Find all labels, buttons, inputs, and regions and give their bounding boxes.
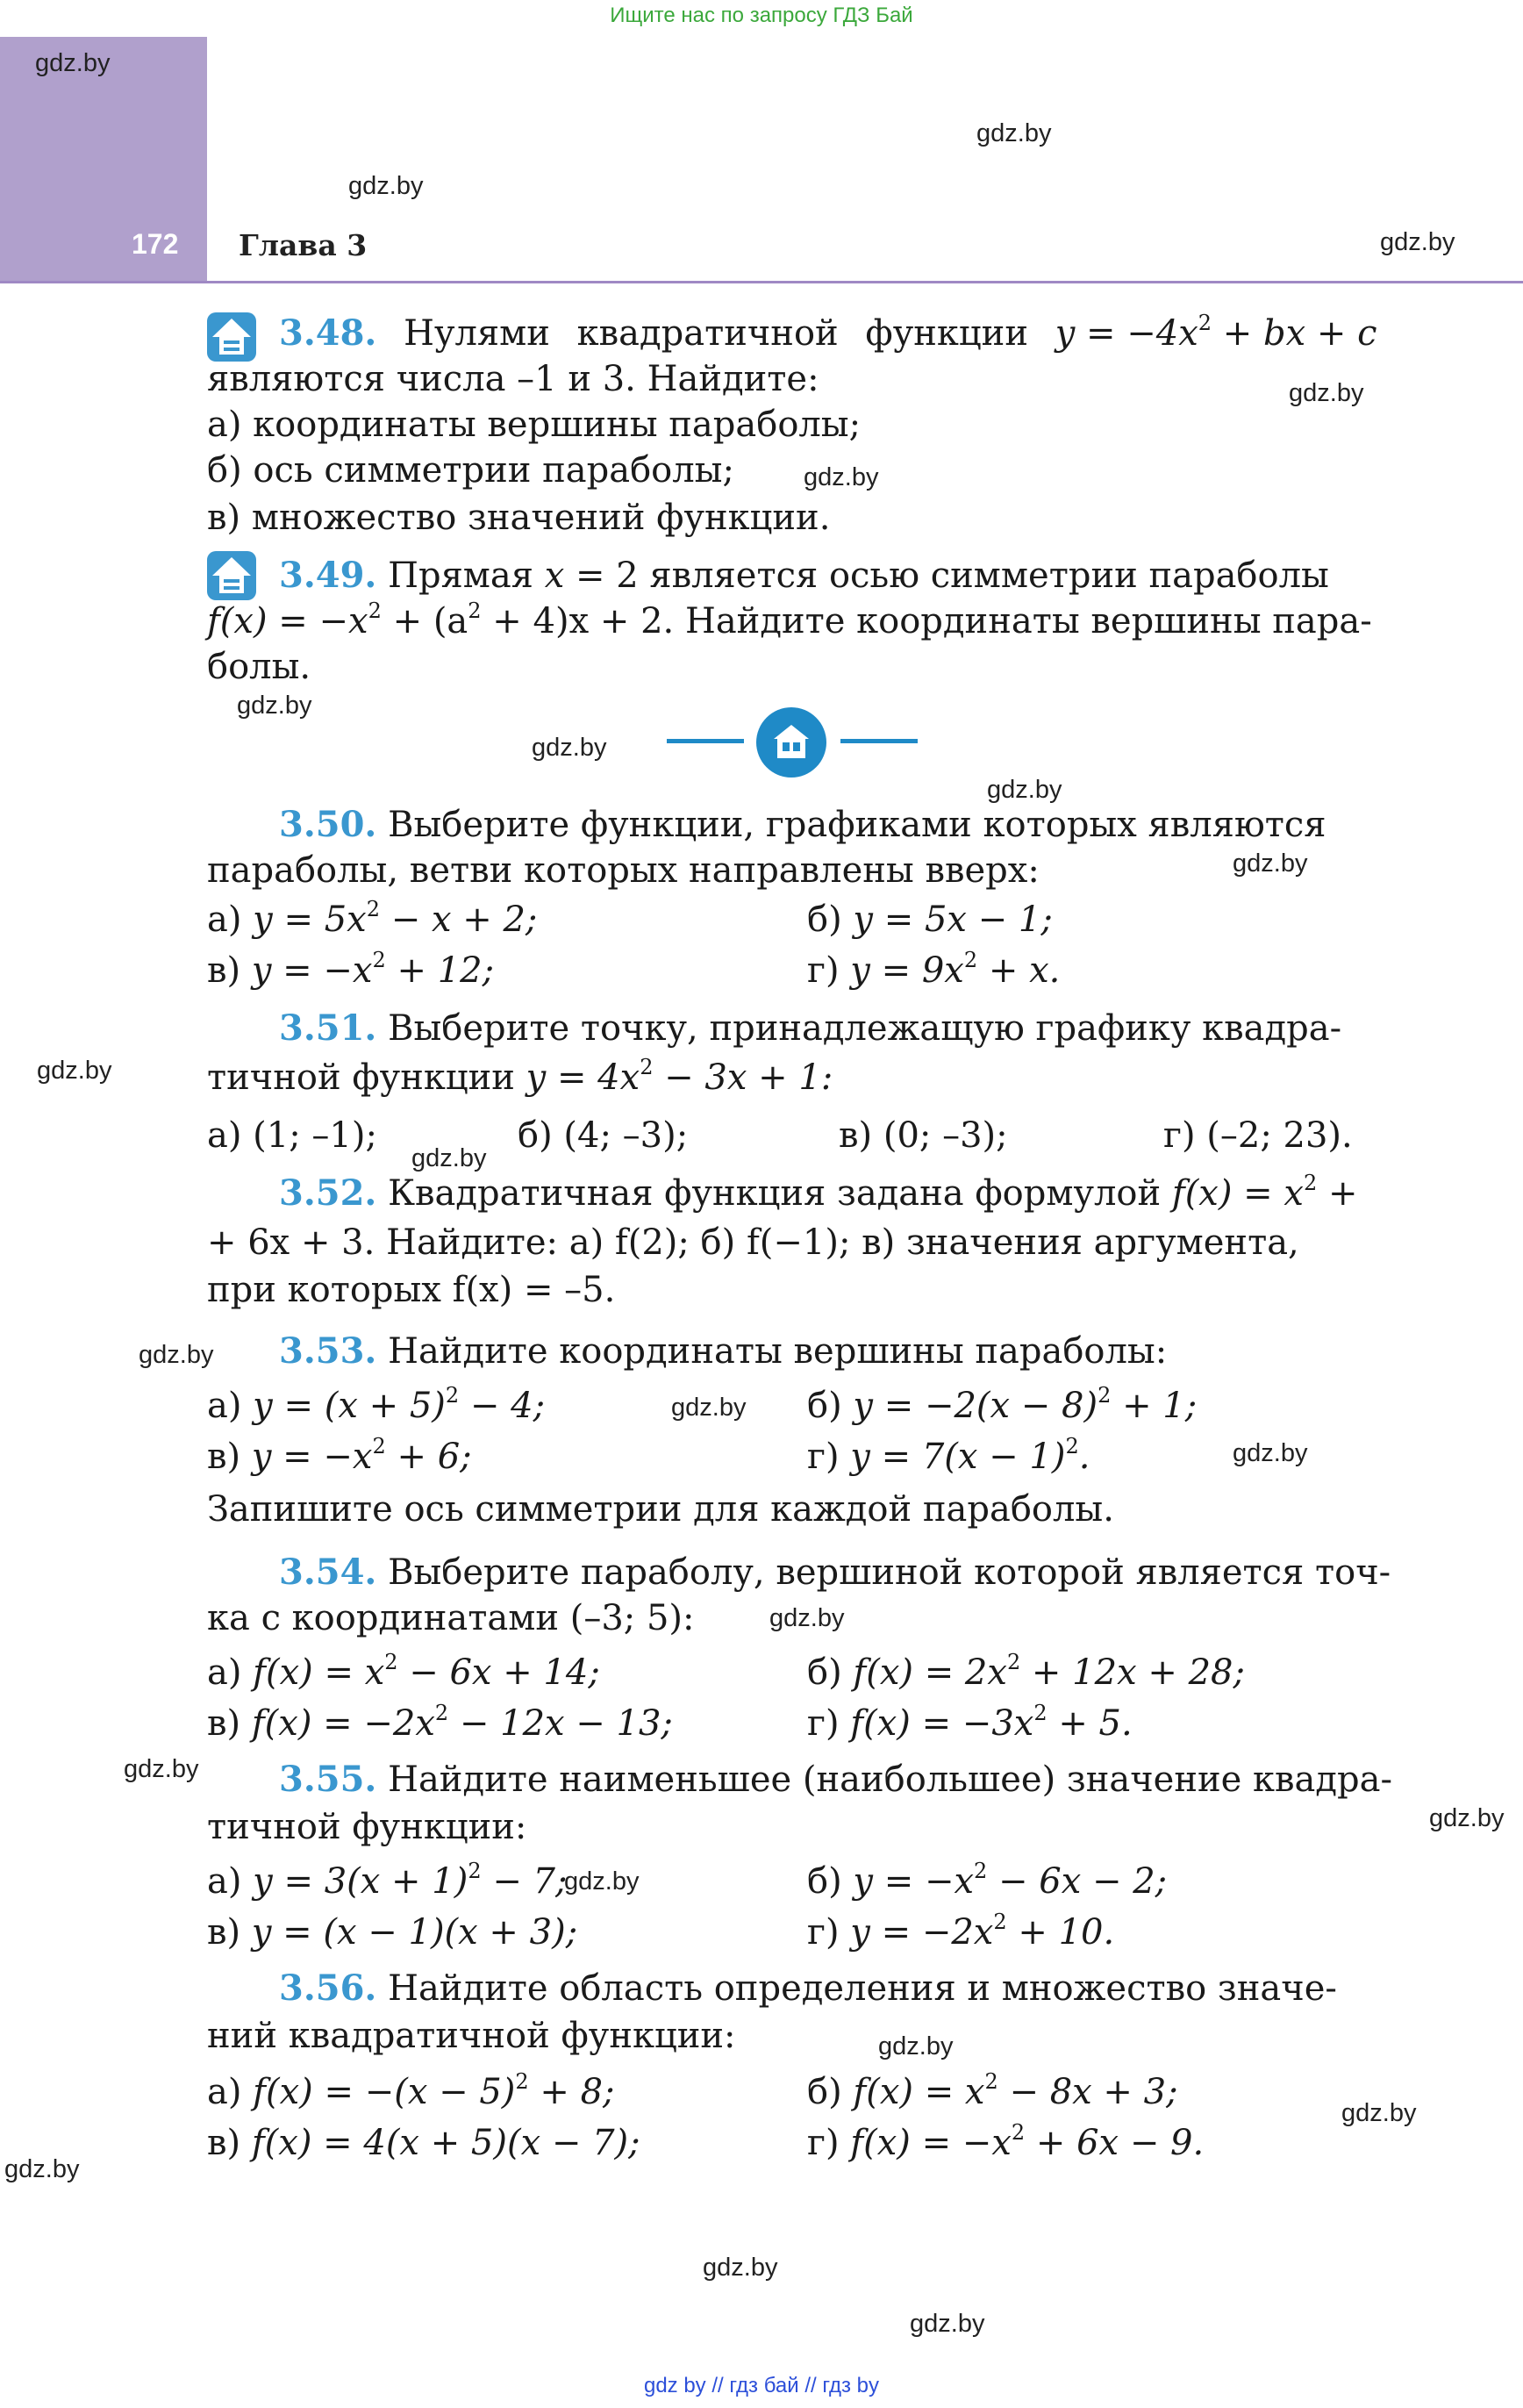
problem-3-51-line2: тичной функции $y = 4x^2 - 3x + 1$: <box>207 1055 833 1098</box>
watermark: gdz.by <box>237 692 312 720</box>
chapter-title: Глава 3 <box>239 228 368 262</box>
problem-3-51-a: а) (1; –1); <box>207 1115 377 1156</box>
separator-line-left <box>667 739 744 743</box>
problem-3-55-line1: 3.55. Найдите наименьшее (наибольшее) значение квадра- <box>279 1759 1392 1800</box>
problem-3-56-a: а) $f(x) = -(x - 5)^2 + 8$; <box>207 2069 615 2112</box>
problem-3-53-note: Запишите ось симметрии для каждой параболы. <box>207 1489 1114 1530</box>
home-icon <box>207 312 256 362</box>
problem-3-50-a: а) $y = 5x^2 - x + 2$; <box>207 897 538 940</box>
problem-3-48-line2: являются числа –1 и 3. Найдите: <box>207 359 819 399</box>
home-icon <box>207 551 256 600</box>
problem-3-49-line1: 3.49. Прямая x = 2 является осью симметрии параболы <box>279 555 1329 596</box>
watermark: gdz.by <box>1429 1804 1505 1832</box>
page-number: 172 <box>132 228 179 260</box>
watermark: gdz.by <box>671 1394 747 1422</box>
problem-3-53-d: г) $y = 7(x - 1)^2$. <box>807 1434 1090 1477</box>
watermark: gdz.by <box>564 1867 640 1896</box>
problem-3-54-line2: ка с координатами (–3; 5): <box>207 1598 695 1638</box>
problem-3-52-line1: 3.52. Квадратичная функция задана формулой $f(x) = x^2$ + <box>279 1171 1358 1214</box>
problem-3-50-line2: параболы, ветви которых направлены вверх: <box>207 850 1040 891</box>
problem-3-55-a: а) $y = 3(x + 1)^2 - 7$; <box>207 1859 568 1902</box>
problem-3-51-line1: 3.51. Выберите точку, принадлежащую графику квадра- <box>279 1007 1342 1049</box>
house-icon <box>756 707 826 778</box>
watermark: gdz.by <box>1233 1439 1308 1467</box>
problem-3-50-c: в) $y = -x^2 + 12$; <box>207 948 495 991</box>
watermark: gdz.by <box>769 1604 845 1632</box>
watermark: gdz.by <box>976 119 1052 147</box>
problem-3-51-d: г) (–2; 23). <box>1163 1115 1353 1156</box>
problem-3-52-line3: при которых f(x) = –5. <box>207 1270 616 1310</box>
watermark: gdz.by <box>139 1341 214 1369</box>
watermark: gdz.by <box>1341 2099 1417 2127</box>
watermark: gdz.by <box>124 1755 199 1783</box>
problem-3-51-b: б) (4; –3); <box>518 1115 689 1156</box>
problem-3-54-line1: 3.54. Выберите параболу, вершиной которой является точ- <box>279 1552 1391 1593</box>
problem-3-52-line2: + 6x + 3. Найдите: а) f(2); б) f(−1); в) значения аргумента, <box>207 1222 1299 1263</box>
problem-3-50-line1: 3.50. Выберите функции, графиками которых являются <box>279 804 1326 845</box>
watermark: gdz.by <box>878 2032 954 2060</box>
problem-3-54-c: в) $f(x) = -2x^2 - 12x - 13$; <box>207 1701 673 1744</box>
problem-3-55-c: в) y = (x − 1)(x + 3); <box>207 1912 578 1953</box>
problem-3-54-d: г) $f(x) = -3x^2 + 5$. <box>807 1701 1133 1744</box>
watermark: gdz.by <box>35 49 111 77</box>
problem-3-56-d: г) $f(x) = -x^2 + 6x - 9$. <box>807 2120 1205 2163</box>
header-rule <box>0 281 1523 283</box>
watermark: gdz.by <box>532 734 607 762</box>
watermark: gdz.by <box>1289 379 1364 407</box>
problem-3-53-line1: 3.53. Найдите координаты вершины параболы: <box>279 1330 1168 1372</box>
problem-3-49-line3: болы. <box>207 647 311 687</box>
top-search-note: Ищите нас по запросу ГДЗ Бай <box>610 4 913 27</box>
watermark: gdz.by <box>804 463 879 491</box>
problem-3-56-line2: ний квадратичной функции: <box>207 2016 736 2056</box>
watermark: gdz.by <box>411 1144 487 1172</box>
watermark: gdz.by <box>1233 849 1308 878</box>
problem-3-53-b: б) $y = -2(x - 8)^2 + 1$; <box>807 1383 1198 1426</box>
problem-3-56-c: в) f(x) = 4(x + 5)(x − 7); <box>207 2123 640 2163</box>
problem-3-53-a: а) $y = (x + 5)^2 - 4$; <box>207 1383 546 1426</box>
problem-3-48-b: б) ось симметрии параболы; <box>207 450 734 491</box>
problem-3-56-b: б) $f(x) = x^2 - 8x + 3$; <box>807 2069 1178 2112</box>
watermark: gdz.by <box>910 2310 985 2338</box>
problem-3-50-b: б) y = 5x − 1; <box>807 899 1053 940</box>
watermark: gdz.by <box>1380 228 1455 256</box>
problem-3-48-a: а) координаты вершины параболы; <box>207 405 862 445</box>
problem-3-50-d: г) $y = 9x^2 + x$. <box>807 948 1061 991</box>
problem-3-54-a: а) $f(x) = x^2 - 6x + 14$; <box>207 1650 600 1693</box>
watermark: gdz.by <box>987 776 1062 804</box>
watermark: gdz.by <box>4 2155 80 2183</box>
problem-3-51-c: в) (0; –3); <box>839 1115 1008 1156</box>
problem-3-56-line1: 3.56. Найдите область определения и множество значе- <box>279 1967 1337 2009</box>
problem-3-55-b: б) $y = -x^2 - 6x - 2$; <box>807 1859 1168 1902</box>
separator-line-right <box>840 739 918 743</box>
problem-3-48-c: в) множество значений функции. <box>207 498 831 538</box>
watermark: gdz.by <box>37 1057 112 1085</box>
watermark: gdz.by <box>703 2254 778 2282</box>
footer-links[interactable]: gdz by // гдз бай // гдз by <box>643 2374 880 2397</box>
problem-3-55-d: г) $y = -2x^2 + 10$. <box>807 1910 1115 1953</box>
problem-3-48-line1: 3.48. Нулями квадратичной функции $y = -4x^2$ + bx + c <box>279 311 1377 354</box>
problem-3-53-c: в) $y = -x^2 + 6$; <box>207 1434 472 1477</box>
watermark: gdz.by <box>348 172 424 200</box>
problem-3-55-line2: тичной функции: <box>207 1807 527 1847</box>
problem-3-49-line2: $f(x) = -x^2 + (a^2 + 4)x + 2$. Найдите координаты вершины пара- <box>207 598 1372 641</box>
problem-3-54-b: б) $f(x) = 2x^2 + 12x + 28$; <box>807 1650 1245 1693</box>
